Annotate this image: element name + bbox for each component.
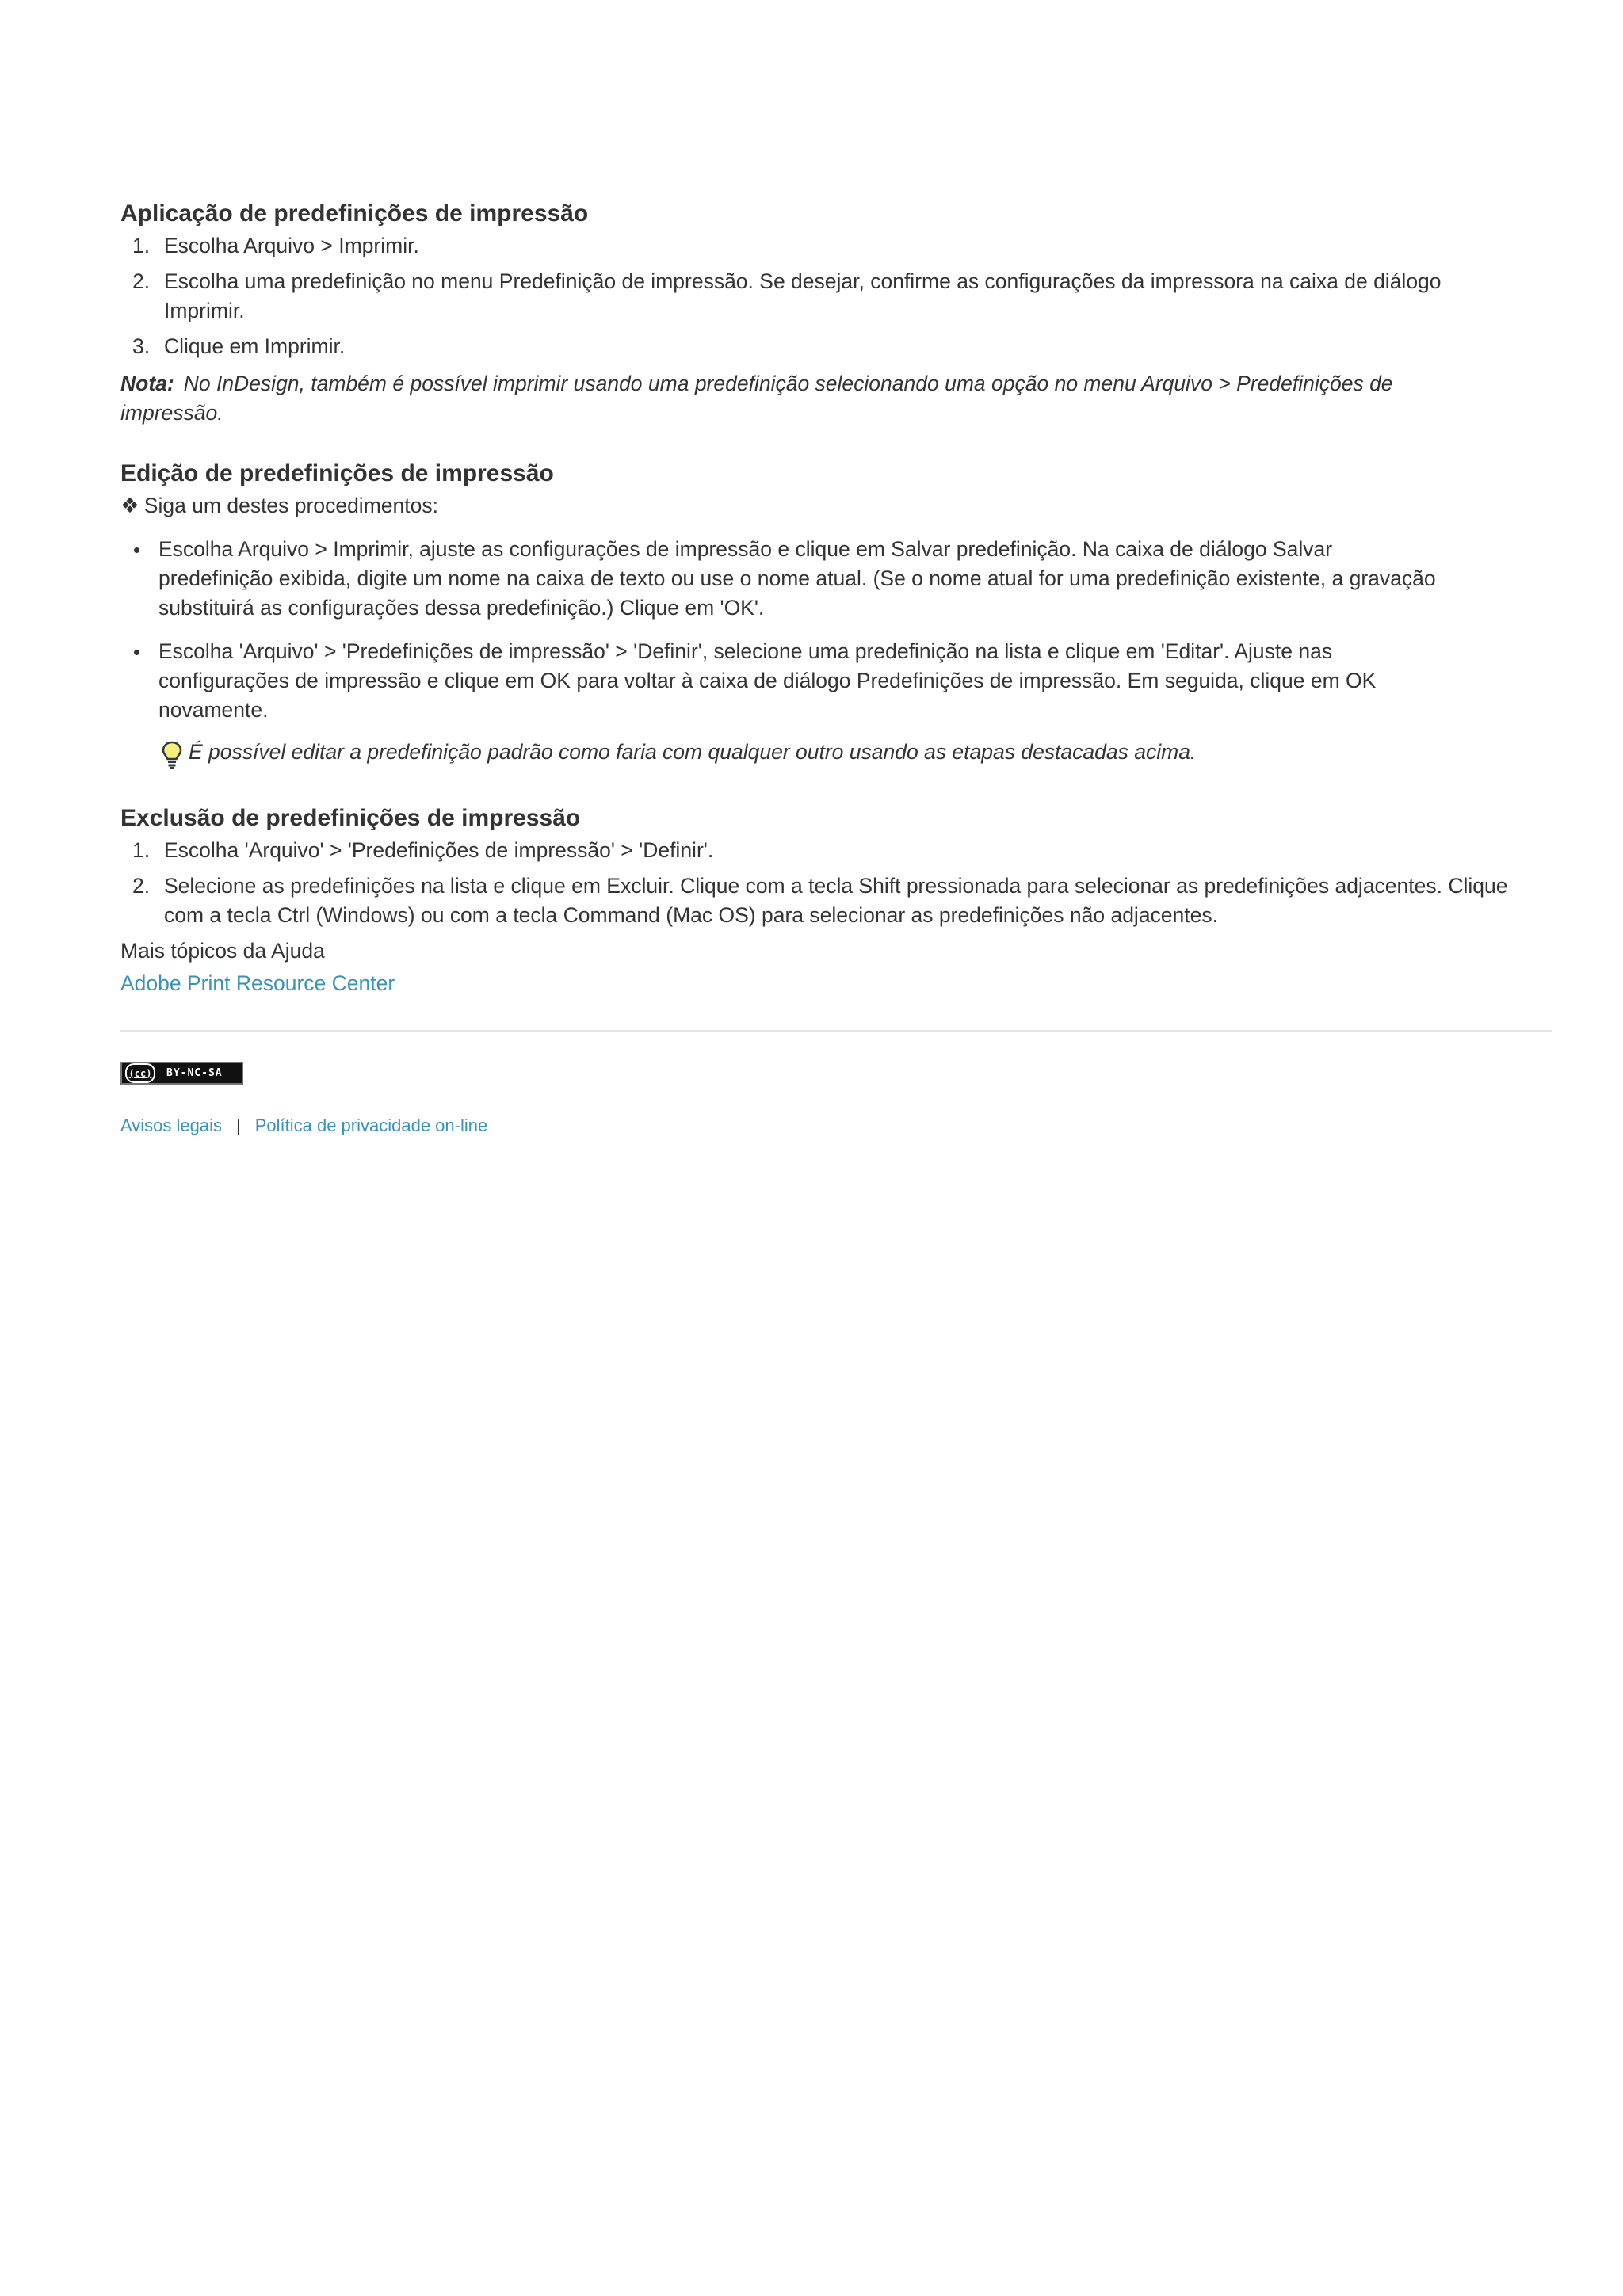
list-item xyxy=(120,231,1515,261)
step-text: Escolha 'Arquivo' > 'Predefinições de impressão' > 'Definir'. xyxy=(164,838,714,862)
list-item xyxy=(120,332,1515,361)
intro-text: Siga um destes procedimentos: xyxy=(143,494,438,517)
step-text: Escolha Arquivo > Imprimir. xyxy=(164,234,419,257)
footer-links xyxy=(120,1115,1552,1137)
divider xyxy=(120,1030,1552,1032)
step-number: 1. xyxy=(132,234,151,257)
step-number: 2. xyxy=(132,874,151,898)
step-number: 2. xyxy=(132,269,151,293)
license-text: BY-NC-SA xyxy=(166,1067,223,1079)
tip-text: É possível editar a predefinição padrão como faria com qualquer outro usando as etapas destacadas acima. xyxy=(189,740,1197,764)
cc-license-badge[interactable] xyxy=(120,1062,243,1085)
delete-steps xyxy=(120,836,1552,930)
procedure-intro xyxy=(120,491,1552,521)
privacy-policy-link[interactable]: Política de privacidade on-line xyxy=(254,1116,488,1135)
apply-steps xyxy=(120,231,1552,361)
adobe-print-resource-center-link[interactable]: Adobe Print Resource Center xyxy=(120,971,395,995)
list-item xyxy=(120,871,1515,930)
step-number: 1. xyxy=(132,838,151,862)
bullet-dot xyxy=(134,650,139,655)
list-item xyxy=(120,267,1515,326)
cc-icon: (cc) xyxy=(125,1063,155,1083)
step-number: 3. xyxy=(132,334,151,358)
list-item xyxy=(120,535,1436,623)
step-text: Selecione as predefinições na lista e clique em Excluir. Clique com a tecla Shift pressionada para selecionar as predefinições adjacentes. Clique com a tecla Ctrl (Windows) ou com a tecla Command (Mac OS) para selecionar as predefinições não adjacentes. xyxy=(164,874,1508,927)
tip xyxy=(120,738,1552,767)
list-item xyxy=(120,836,1515,865)
note-text: No InDesign, também é possível imprimir usando uma predefinição selecionando uma opção no menu Arquivo > Predefinições de impressão. xyxy=(120,372,1393,425)
diamond-bullet-icon: ❖ xyxy=(120,494,139,517)
bullet-text: Escolha Arquivo > Imprimir, ajuste as configurações de impressão e clique em Salvar predefinição. Na caixa de diálogo Salvar predefinição exibida, digite um nome na caixa de texto ou use o nome atual. (Se o nome atual for uma predefinição existente, a gravação substituirá as configurações dessa predefinição.) Clique em 'OK'. xyxy=(158,537,1436,620)
section-title-delete: Exclusão de predefinições de impressão xyxy=(120,805,581,831)
edit-options xyxy=(120,535,1552,725)
bullet-dot xyxy=(134,547,139,553)
step-text: Escolha uma predefinição no menu Predefinição de impressão. Se desejar, confirme as configurações da impressora na caixa de diálogo Imprimir. xyxy=(164,269,1442,322)
footer-separator: | xyxy=(236,1116,241,1135)
legal-notices-link[interactable]: Avisos legais xyxy=(120,1116,222,1135)
section-title-apply: Aplicação de predefinições de impressão xyxy=(120,200,589,227)
note-label: Nota: xyxy=(120,372,174,395)
step-text: Clique em Imprimir. xyxy=(164,334,346,358)
section-title-edit: Edição de predefinições de impressão xyxy=(120,460,554,486)
note xyxy=(120,369,1468,428)
bullet-text: Escolha 'Arquivo' > 'Predefinições de impressão' > 'Definir', selecione uma predefinição na lista e clique em 'Editar'. Ajuste nas configurações de impressão e clique em OK para voltar à caixa de diálogo Predefinições de impressão. Em seguida, clique em OK novamente. xyxy=(158,639,1377,722)
more-topics-label: Mais tópicos da Ajuda xyxy=(120,939,325,963)
list-item xyxy=(120,637,1436,725)
lightbulb-icon xyxy=(160,741,184,769)
article-content xyxy=(120,198,1552,1137)
